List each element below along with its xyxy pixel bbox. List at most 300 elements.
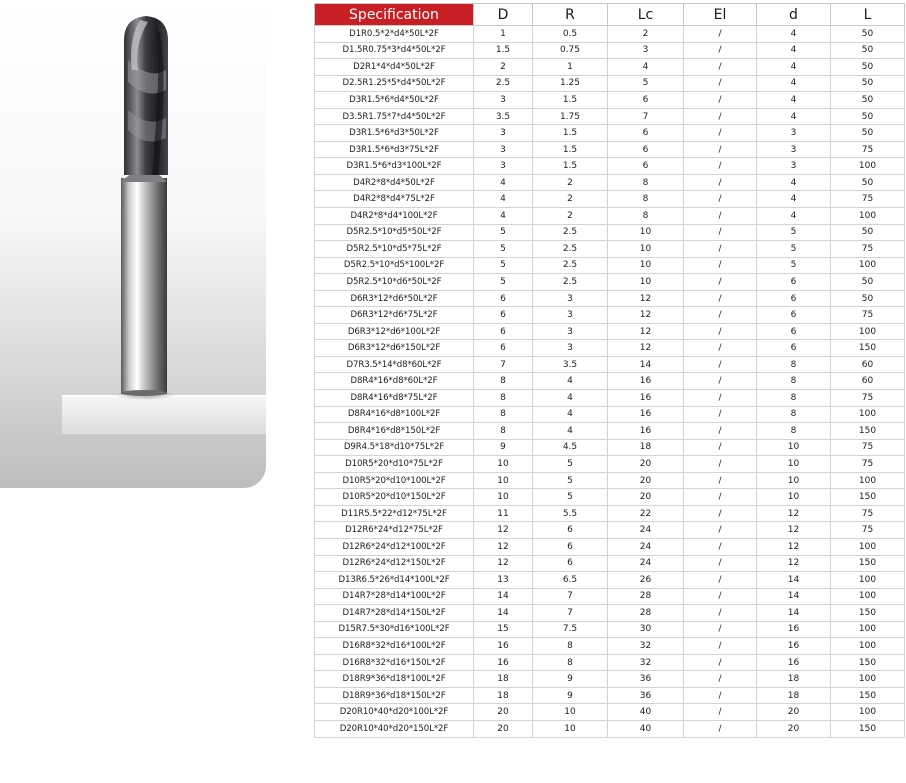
cell-l: 100 — [831, 572, 905, 589]
cell-l: 50 — [831, 274, 905, 291]
cell-r: 2.5 — [533, 274, 608, 291]
table-row — [315, 654, 905, 671]
cell-specification: D12R6*24*d12*150L*2F — [315, 555, 474, 572]
table-row — [315, 224, 905, 241]
cell-r: 3 — [533, 340, 608, 357]
cell-specification: D2.5R1.25*5*d4*50L*2F — [315, 75, 474, 92]
cell-el: / — [684, 472, 757, 489]
cell-d: 18 — [474, 671, 533, 688]
header-row — [315, 4, 905, 26]
cell-lc: 24 — [608, 538, 684, 555]
cell-small-d: 4 — [757, 75, 831, 92]
cell-d: 3 — [474, 125, 533, 142]
cell-l: 150 — [831, 340, 905, 357]
cell-small-d: 20 — [757, 720, 831, 737]
cell-d: 12 — [474, 555, 533, 572]
cell-el: / — [684, 423, 757, 440]
table-row — [315, 356, 905, 373]
cell-small-d: 3 — [757, 141, 831, 158]
cell-lc: 6 — [608, 125, 684, 142]
table-row — [315, 208, 905, 225]
cell-l: 150 — [831, 654, 905, 671]
table-row — [315, 472, 905, 489]
cell-small-d: 6 — [757, 290, 831, 307]
product-photo — [0, 0, 266, 488]
cell-lc: 36 — [608, 687, 684, 704]
cell-lc: 6 — [608, 92, 684, 109]
cell-lc: 16 — [608, 390, 684, 407]
cell-el: / — [684, 671, 757, 688]
cell-l: 150 — [831, 555, 905, 572]
cell-specification: D3R1.5*6*d3*75L*2F — [315, 141, 474, 158]
cell-d: 5 — [474, 224, 533, 241]
cell-small-d: 6 — [757, 274, 831, 291]
cell-specification: D8R4*16*d8*150L*2F — [315, 423, 474, 440]
cell-specification: D10R5*20*d10*150L*2F — [315, 489, 474, 506]
cell-el: / — [684, 257, 757, 274]
cell-lc: 16 — [608, 406, 684, 423]
cell-d: 5 — [474, 241, 533, 258]
cell-d: 2.5 — [474, 75, 533, 92]
cell-specification: D20R10*40*d20*150L*2F — [315, 720, 474, 737]
table-row — [315, 671, 905, 688]
table-row — [315, 290, 905, 307]
cell-l: 150 — [831, 687, 905, 704]
cell-lc: 14 — [608, 356, 684, 373]
cell-el: / — [684, 92, 757, 109]
cell-d: 16 — [474, 638, 533, 655]
cell-l: 100 — [831, 406, 905, 423]
cell-r: 4.5 — [533, 439, 608, 456]
cell-d: 14 — [474, 588, 533, 605]
cell-lc: 20 — [608, 489, 684, 506]
cell-l: 75 — [831, 390, 905, 407]
cell-r: 2 — [533, 208, 608, 225]
cell-lc: 12 — [608, 323, 684, 340]
cell-specification: D15R7.5*30*d16*100L*2F — [315, 621, 474, 638]
cell-d: 10 — [474, 489, 533, 506]
cell-el: / — [684, 224, 757, 241]
cell-el: / — [684, 75, 757, 92]
cell-small-d: 5 — [757, 257, 831, 274]
table-row — [315, 340, 905, 357]
cell-l: 75 — [831, 141, 905, 158]
cell-specification: D10R5*20*d10*100L*2F — [315, 472, 474, 489]
cell-specification: D3R1.5*6*d3*100L*2F — [315, 158, 474, 175]
cell-el: / — [684, 307, 757, 324]
table-row — [315, 373, 905, 390]
cell-el: / — [684, 108, 757, 125]
table-row — [315, 538, 905, 555]
table-row — [315, 191, 905, 208]
cell-r: 7 — [533, 588, 608, 605]
cell-lc: 40 — [608, 704, 684, 721]
cell-lc: 22 — [608, 505, 684, 522]
cell-small-d: 4 — [757, 26, 831, 43]
cell-lc: 16 — [608, 423, 684, 440]
cell-specification: D3R1.5*6*d4*50L*2F — [315, 92, 474, 109]
cell-d: 20 — [474, 720, 533, 737]
cell-specification: D8R4*16*d8*100L*2F — [315, 406, 474, 423]
cell-small-d: 6 — [757, 323, 831, 340]
table-row — [315, 505, 905, 522]
cell-small-d: 4 — [757, 174, 831, 191]
cell-lc: 6 — [608, 158, 684, 175]
cell-el: / — [684, 373, 757, 390]
cell-el: / — [684, 588, 757, 605]
cell-l: 50 — [831, 174, 905, 191]
cell-small-d: 4 — [757, 208, 831, 225]
cell-l: 75 — [831, 505, 905, 522]
cell-specification: D8R4*16*d8*60L*2F — [315, 373, 474, 390]
column-header-d: D — [474, 4, 533, 26]
cell-d: 1.5 — [474, 42, 533, 59]
cell-lc: 8 — [608, 174, 684, 191]
cell-r: 10 — [533, 704, 608, 721]
table-row — [315, 522, 905, 539]
cell-d: 4 — [474, 191, 533, 208]
cell-r: 3.5 — [533, 356, 608, 373]
cell-lc: 32 — [608, 638, 684, 655]
cell-r: 8 — [533, 654, 608, 671]
table-row — [315, 125, 905, 142]
cell-el: / — [684, 42, 757, 59]
cell-small-d: 3 — [757, 158, 831, 175]
column-header-l: L — [831, 4, 905, 26]
cell-r: 4 — [533, 390, 608, 407]
cell-specification: D6R3*12*d6*75L*2F — [315, 307, 474, 324]
cell-small-d: 12 — [757, 555, 831, 572]
cell-r: 1.5 — [533, 141, 608, 158]
cell-d: 12 — [474, 538, 533, 555]
cell-small-d: 14 — [757, 605, 831, 622]
table-row — [315, 588, 905, 605]
cell-specification: D1R0.5*2*d4*50L*2F — [315, 26, 474, 43]
cell-small-d: 3 — [757, 125, 831, 142]
cell-d: 5 — [474, 274, 533, 291]
cell-specification: D14R7*28*d14*150L*2F — [315, 605, 474, 622]
column-header-el: El — [684, 4, 757, 26]
cell-l: 75 — [831, 522, 905, 539]
cell-el: / — [684, 125, 757, 142]
cell-lc: 26 — [608, 572, 684, 589]
cell-r: 6 — [533, 555, 608, 572]
cell-r: 7 — [533, 605, 608, 622]
column-header-lc: Lc — [608, 4, 684, 26]
cell-small-d: 8 — [757, 406, 831, 423]
cell-small-d: 10 — [757, 472, 831, 489]
cell-small-d: 18 — [757, 671, 831, 688]
cell-small-d: 6 — [757, 307, 831, 324]
cell-specification: D3R1.5*6*d3*50L*2F — [315, 125, 474, 142]
cell-r: 2.5 — [533, 224, 608, 241]
cell-specification: D5R2.5*10*d5*100L*2F — [315, 257, 474, 274]
cell-r: 2.5 — [533, 257, 608, 274]
cell-el: / — [684, 274, 757, 291]
cell-l: 50 — [831, 125, 905, 142]
cell-lc: 24 — [608, 555, 684, 572]
cell-l: 50 — [831, 42, 905, 59]
cell-d: 13 — [474, 572, 533, 589]
cell-lc: 7 — [608, 108, 684, 125]
cell-specification: D20R10*40*d20*100L*2F — [315, 704, 474, 721]
table-row — [315, 456, 905, 473]
cell-l: 60 — [831, 373, 905, 390]
cell-lc: 3 — [608, 42, 684, 59]
cell-lc: 2 — [608, 26, 684, 43]
cell-small-d: 8 — [757, 423, 831, 440]
cell-small-d: 6 — [757, 340, 831, 357]
table-row — [315, 720, 905, 737]
cell-r: 10 — [533, 720, 608, 737]
cell-specification: D5R2.5*10*d5*50L*2F — [315, 224, 474, 241]
cell-d: 20 — [474, 704, 533, 721]
cell-lc: 28 — [608, 605, 684, 622]
cell-el: / — [684, 323, 757, 340]
cell-small-d: 18 — [757, 687, 831, 704]
cell-lc: 8 — [608, 191, 684, 208]
cell-d: 4 — [474, 174, 533, 191]
cell-el: / — [684, 241, 757, 258]
cell-r: 3 — [533, 323, 608, 340]
cell-l: 100 — [831, 257, 905, 274]
table-row — [315, 141, 905, 158]
cell-specification: D18R9*36*d18*100L*2F — [315, 671, 474, 688]
cell-small-d: 14 — [757, 588, 831, 605]
cell-small-d: 8 — [757, 373, 831, 390]
cell-r: 6 — [533, 522, 608, 539]
cell-el: / — [684, 605, 757, 622]
cell-specification: D14R7*28*d14*100L*2F — [315, 588, 474, 605]
cell-r: 9 — [533, 671, 608, 688]
cell-lc: 24 — [608, 522, 684, 539]
cell-l: 75 — [831, 241, 905, 258]
cell-small-d: 8 — [757, 356, 831, 373]
cell-small-d: 4 — [757, 92, 831, 109]
table-row — [315, 274, 905, 291]
cell-r: 1.5 — [533, 125, 608, 142]
cell-l: 100 — [831, 538, 905, 555]
cell-d: 11 — [474, 505, 533, 522]
cell-lc: 4 — [608, 59, 684, 76]
cell-r: 4 — [533, 406, 608, 423]
cell-d: 5 — [474, 257, 533, 274]
cell-specification: D13R6.5*26*d14*100L*2F — [315, 572, 474, 589]
cell-l: 150 — [831, 605, 905, 622]
cell-r: 9 — [533, 687, 608, 704]
cell-el: / — [684, 522, 757, 539]
cell-l: 150 — [831, 489, 905, 506]
table-row — [315, 307, 905, 324]
cell-small-d: 10 — [757, 439, 831, 456]
cell-d: 3.5 — [474, 108, 533, 125]
ball-nose-end-mill-photo — [0, 0, 266, 488]
table-row — [315, 572, 905, 589]
cell-lc: 10 — [608, 241, 684, 258]
cell-d: 8 — [474, 406, 533, 423]
cell-r: 2 — [533, 191, 608, 208]
cell-r: 2.5 — [533, 241, 608, 258]
cell-r: 6.5 — [533, 572, 608, 589]
cell-el: / — [684, 141, 757, 158]
cell-d: 6 — [474, 307, 533, 324]
column-header-specification: Specification — [315, 4, 474, 26]
cell-l: 100 — [831, 671, 905, 688]
cell-d: 14 — [474, 605, 533, 622]
cell-d: 10 — [474, 472, 533, 489]
cell-specification: D6R3*12*d6*100L*2F — [315, 323, 474, 340]
cell-specification: D2R1*4*d4*50L*2F — [315, 59, 474, 76]
cell-l: 75 — [831, 439, 905, 456]
cell-d: 15 — [474, 621, 533, 638]
cell-lc: 36 — [608, 671, 684, 688]
cell-small-d: 10 — [757, 456, 831, 473]
cell-lc: 8 — [608, 208, 684, 225]
cell-lc: 5 — [608, 75, 684, 92]
cell-small-d: 16 — [757, 621, 831, 638]
cell-el: / — [684, 208, 757, 225]
cell-specification: D9R4.5*18*d10*75L*2F — [315, 439, 474, 456]
cell-lc: 16 — [608, 373, 684, 390]
cell-lc: 32 — [608, 654, 684, 671]
cell-d: 10 — [474, 456, 533, 473]
cell-lc: 10 — [608, 274, 684, 291]
cell-l: 150 — [831, 720, 905, 737]
cell-r: 5 — [533, 456, 608, 473]
cell-lc: 12 — [608, 290, 684, 307]
table-row — [315, 59, 905, 76]
cell-r: 0.5 — [533, 26, 608, 43]
cell-r: 5.5 — [533, 505, 608, 522]
cell-el: / — [684, 158, 757, 175]
cell-el: / — [684, 340, 757, 357]
cell-l: 100 — [831, 588, 905, 605]
cell-r: 1.25 — [533, 75, 608, 92]
cell-d: 8 — [474, 423, 533, 440]
table-row — [315, 26, 905, 43]
table-row — [315, 406, 905, 423]
column-header-small-d: d — [757, 4, 831, 26]
cell-specification: D3.5R1.75*7*d4*50L*2F — [315, 108, 474, 125]
cell-r: 6 — [533, 538, 608, 555]
cell-r: 5 — [533, 472, 608, 489]
cell-specification: D10R5*20*d10*75L*2F — [315, 456, 474, 473]
cell-d: 18 — [474, 687, 533, 704]
cell-specification: D7R3.5*14*d8*60L*2F — [315, 356, 474, 373]
cell-el: / — [684, 555, 757, 572]
table-row — [315, 638, 905, 655]
table-row — [315, 158, 905, 175]
cell-el: / — [684, 390, 757, 407]
cell-l: 100 — [831, 621, 905, 638]
cell-r: 8 — [533, 638, 608, 655]
cell-l: 60 — [831, 356, 905, 373]
cell-small-d: 4 — [757, 108, 831, 125]
cell-d: 3 — [474, 158, 533, 175]
cell-l: 75 — [831, 307, 905, 324]
cell-el: / — [684, 621, 757, 638]
spec-table — [314, 3, 905, 738]
cell-specification: D12R6*24*d12*100L*2F — [315, 538, 474, 555]
cell-small-d: 8 — [757, 390, 831, 407]
cell-el: / — [684, 572, 757, 589]
cell-r: 4 — [533, 373, 608, 390]
column-header-r: R — [533, 4, 608, 26]
cell-d: 2 — [474, 59, 533, 76]
cell-d: 6 — [474, 340, 533, 357]
cell-specification: D8R4*16*d8*75L*2F — [315, 390, 474, 407]
cell-el: / — [684, 654, 757, 671]
cell-lc: 20 — [608, 456, 684, 473]
cell-d: 8 — [474, 390, 533, 407]
cell-d: 4 — [474, 208, 533, 225]
cell-r: 3 — [533, 290, 608, 307]
cell-d: 8 — [474, 373, 533, 390]
cell-lc: 6 — [608, 141, 684, 158]
cell-el: / — [684, 505, 757, 522]
cell-small-d: 14 — [757, 572, 831, 589]
table-row — [315, 555, 905, 572]
cell-r: 7.5 — [533, 621, 608, 638]
cell-l: 75 — [831, 191, 905, 208]
cell-specification: D6R3*12*d6*150L*2F — [315, 340, 474, 357]
cell-small-d: 16 — [757, 638, 831, 655]
table-row — [315, 174, 905, 191]
table-row — [315, 687, 905, 704]
cell-el: / — [684, 456, 757, 473]
cell-d: 3 — [474, 141, 533, 158]
cell-lc: 10 — [608, 257, 684, 274]
table-row — [315, 489, 905, 506]
table-row — [315, 42, 905, 59]
table-row — [315, 390, 905, 407]
cell-d: 6 — [474, 290, 533, 307]
cell-l: 50 — [831, 59, 905, 76]
cell-el: / — [684, 687, 757, 704]
cell-d: 12 — [474, 522, 533, 539]
cell-el: / — [684, 538, 757, 555]
cell-small-d: 12 — [757, 522, 831, 539]
table-row — [315, 704, 905, 721]
cell-r: 1 — [533, 59, 608, 76]
cell-el: / — [684, 356, 757, 373]
cell-specification: D5R2.5*10*d6*50L*2F — [315, 274, 474, 291]
cell-specification: D4R2*8*d4*75L*2F — [315, 191, 474, 208]
table-row — [315, 439, 905, 456]
cell-l: 50 — [831, 290, 905, 307]
cell-d: 1 — [474, 26, 533, 43]
cell-specification: D16R8*32*d16*100L*2F — [315, 638, 474, 655]
cell-r: 1.5 — [533, 158, 608, 175]
cell-el: / — [684, 638, 757, 655]
cell-lc: 20 — [608, 472, 684, 489]
cell-small-d: 12 — [757, 505, 831, 522]
cell-el: / — [684, 26, 757, 43]
cell-r: 1.75 — [533, 108, 608, 125]
cell-lc: 40 — [608, 720, 684, 737]
cell-r: 0.75 — [533, 42, 608, 59]
cell-l: 50 — [831, 75, 905, 92]
table-row — [315, 75, 905, 92]
cell-specification: D4R2*8*d4*50L*2F — [315, 174, 474, 191]
cell-l: 50 — [831, 26, 905, 43]
cell-small-d: 16 — [757, 654, 831, 671]
table-row — [315, 323, 905, 340]
cell-r: 1.5 — [533, 92, 608, 109]
table-row — [315, 257, 905, 274]
cell-small-d: 5 — [757, 224, 831, 241]
cell-r: 4 — [533, 423, 608, 440]
